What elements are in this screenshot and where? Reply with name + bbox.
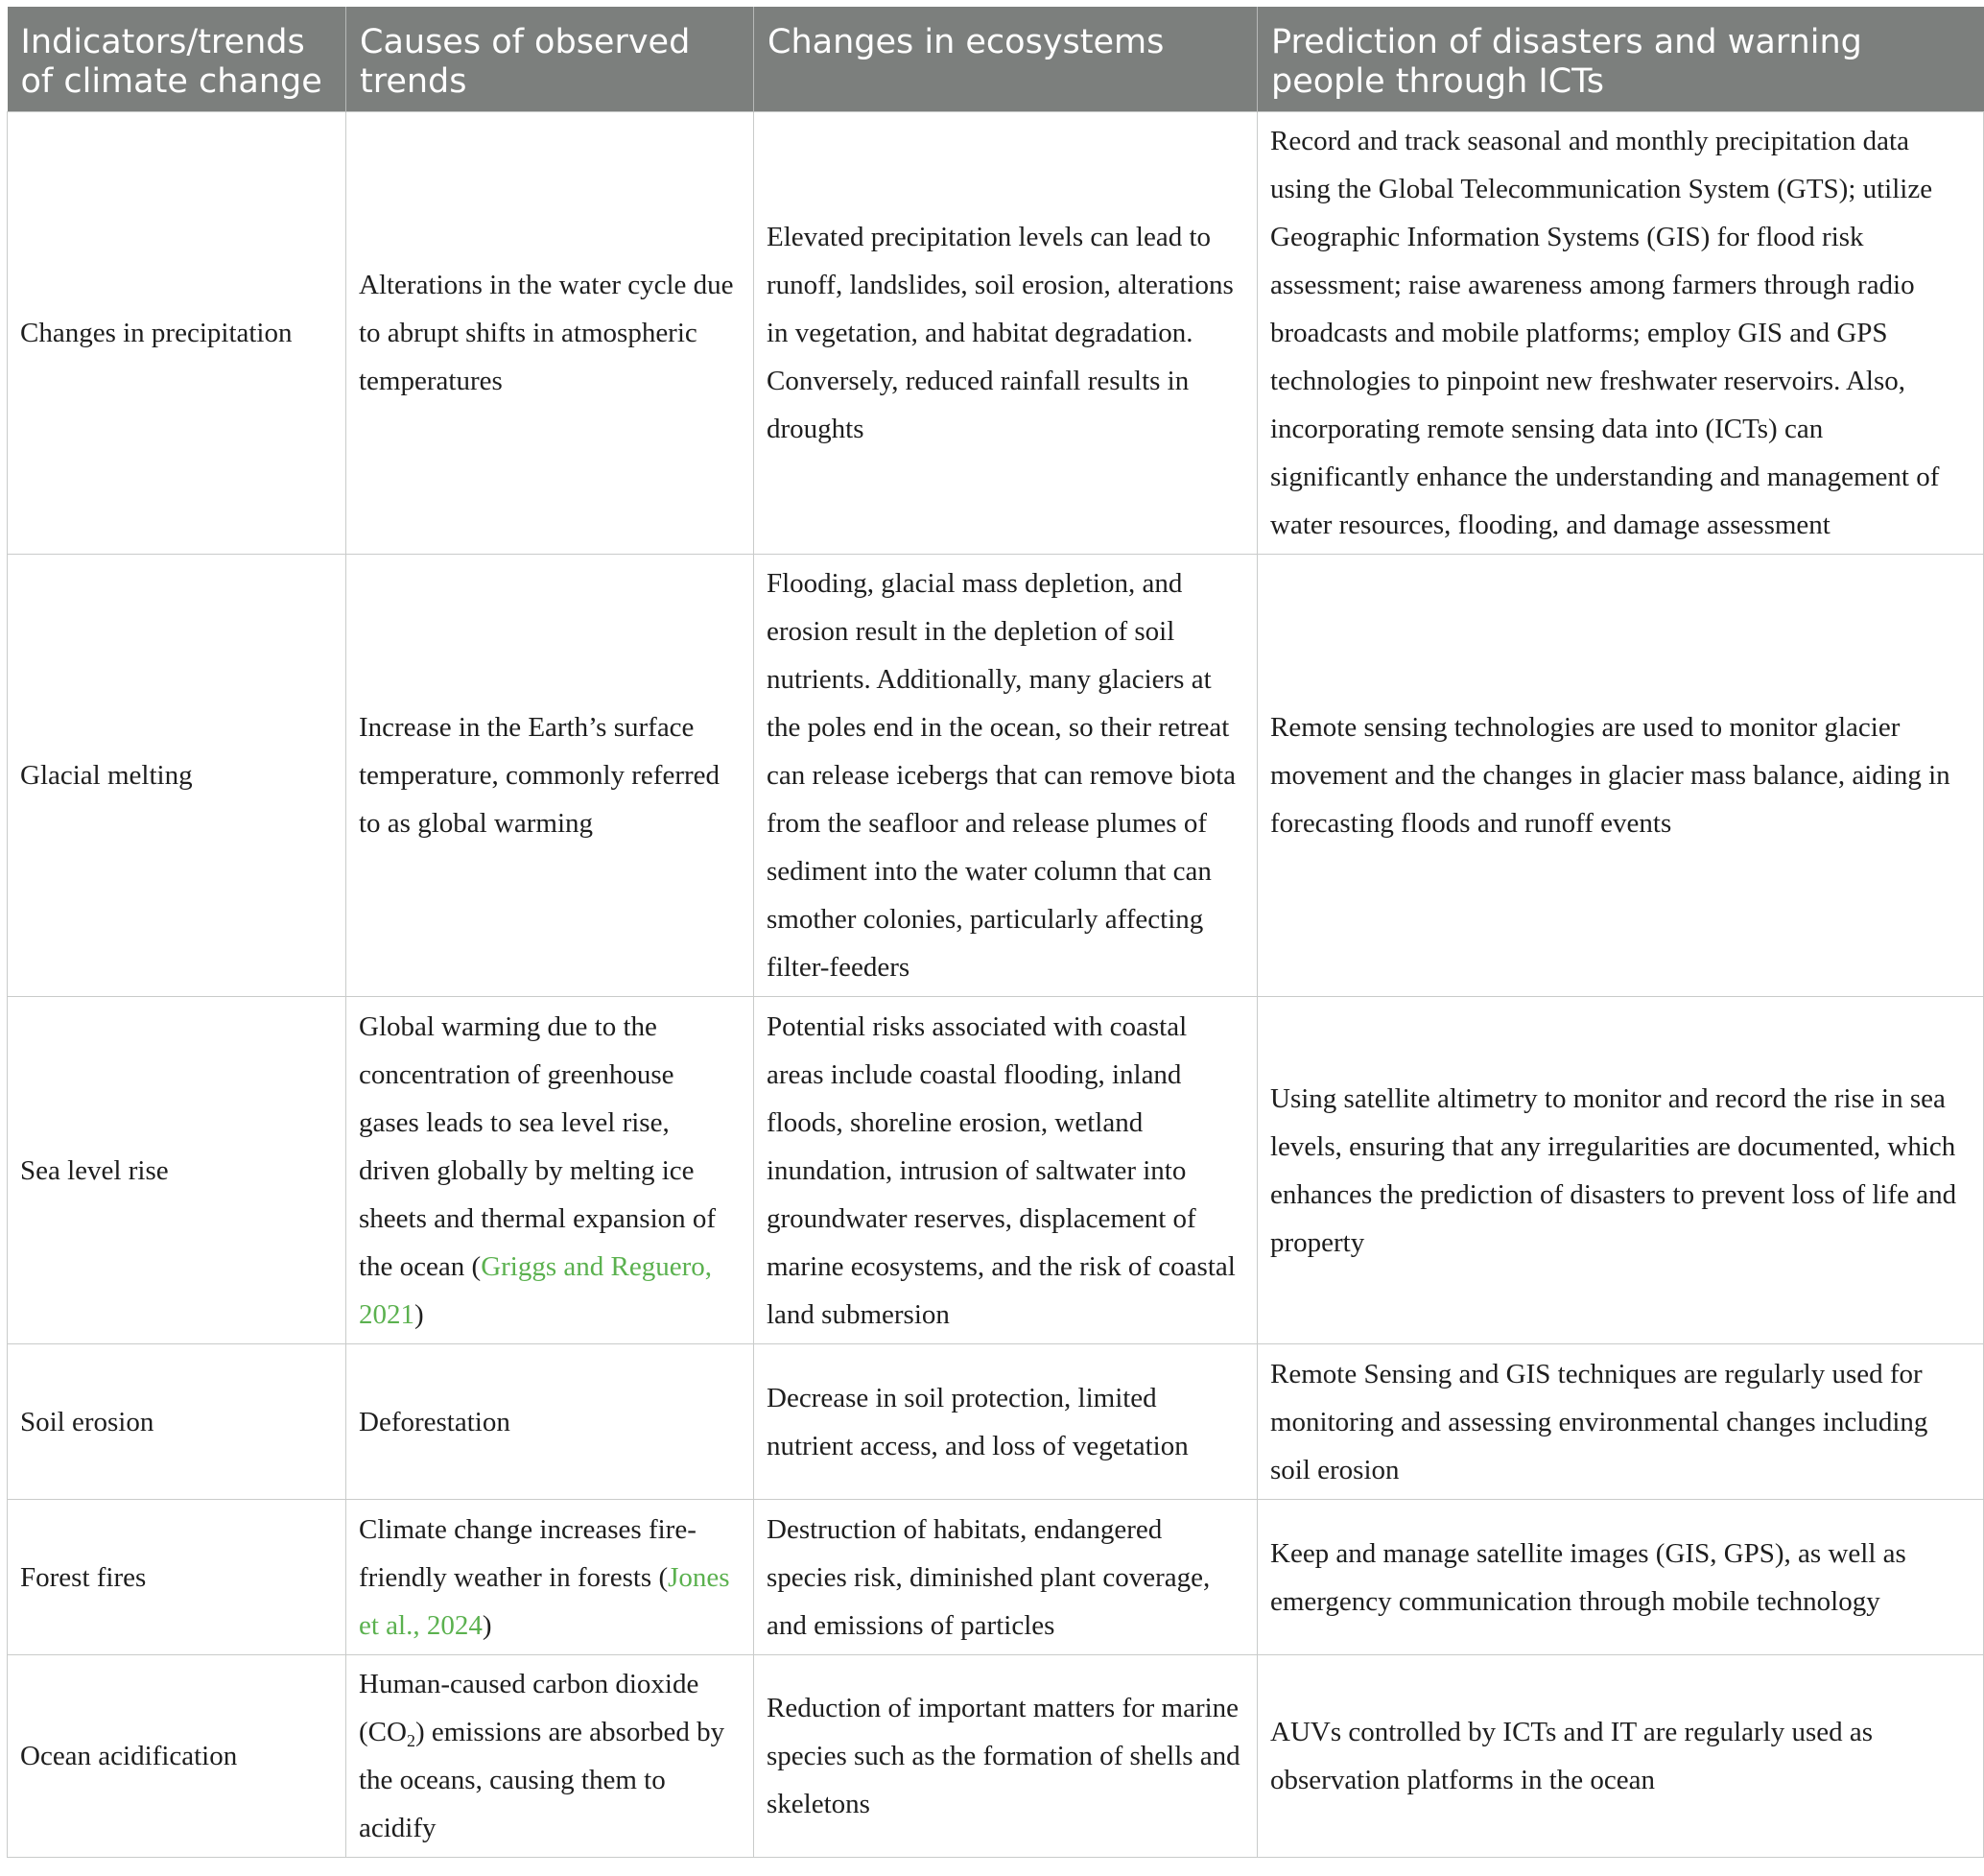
ecosystem-cell: Decrease in soil protection, limited nutrient access, and loss of vegetation [754,1344,1258,1500]
cause-text-end: ) [414,1298,424,1330]
table-row [8,997,1984,1344]
indicator-cell: Soil erosion [8,1344,346,1500]
header-causes: Causes of observed trends [346,7,754,112]
table-row [8,1344,1984,1500]
indicator-cell: Changes in precipitation [8,112,346,555]
cause-text-end: ) emissions are absorbed by the oceans, causing them to acidify [359,1717,725,1843]
table-row [8,1655,1984,1858]
prediction-cell: Remote Sensing and GIS techniques are regularly used for monitoring and assessing environmental changes including soil erosion [1258,1344,1984,1500]
citation-link[interactable]: Jones et al., 2024 [359,1561,730,1641]
indicator-cell: Glacial melting [8,555,346,997]
prediction-cell: Record and track seasonal and monthly precipitation data using the Global Telecommunication System (GTS); utilize Geographic Information Systems (GIS) for flood risk assessment; raise awareness among farmers through radio broadcasts and mobile platforms; employ GIS and GPS technologies to pinpoint new freshwater reservoirs. Also, incorporating remote sensing data into (ICTs) can significantly enhance the understanding and management of water resources, flooding, and damage assessment [1258,112,1984,555]
cause-cell [346,1500,754,1655]
prediction-cell: Remote sensing technologies are used to monitor glacier movement and the changes in glacier mass balance, aiding in forecasting floods and runoff events [1258,555,1984,997]
ecosystem-cell: Potential risks associated with coastal areas include coastal flooding, inland floods, shoreline erosion, wetland inundation, intrusion of saltwater into groundwater reserves, displacement of marine ecosystems, and the risk of coastal land submersion [754,997,1258,1344]
ecosystem-cell: Destruction of habitats, endangered species risk, diminished plant coverage, and emissions of particles [754,1500,1258,1655]
ecosystem-cell: Reduction of important matters for marine species such as the formation of shells and skeletons [754,1655,1258,1858]
header-row [8,7,1984,112]
cause-cell: Deforestation [346,1344,754,1500]
header-ecosystem-changes: Changes in ecosystems [754,7,1258,112]
cause-text: Climate change increases fire-friendly weather in forests ( [359,1513,697,1593]
header-indicators: Indicators/trends of climate change [8,7,346,112]
climate-ict-table [7,7,1984,1858]
prediction-cell: AUVs controlled by ICTs and IT are regularly used as observation platforms in the ocean [1258,1655,1984,1858]
cause-text: Human-caused carbon dioxide (CO [359,1669,699,1747]
co2-subscript: 2 [406,1731,415,1750]
table-row [8,112,1984,555]
indicator-cell: Sea level rise [8,997,346,1344]
ecosystem-cell: Elevated precipitation levels can lead to runoff, landslides, soil erosion, alterations in vegetation, and habitat degradation. Conversely, reduced rainfall results in droughts [754,112,1258,555]
table-row [8,1500,1984,1655]
ecosystem-cell: Flooding, glacial mass depletion, and erosion result in the depletion of soil nutrients. Additionally, many glaciers at the poles end in the ocean, so their retreat can release icebergs that can remove biota from the seafloor and release plumes of sediment into the water column that can smother colonies, particularly affecting filter-feeders [754,555,1258,997]
prediction-cell: Using satellite altimetry to monitor and record the rise in sea levels, ensuring that any irregularities are documented, which enhances the prediction of disasters to prevent loss of life and property [1258,997,1984,1344]
indicator-cell: Forest fires [8,1500,346,1655]
cause-text-end: ) [482,1609,492,1641]
cause-cell: Increase in the Earth’s surface temperature, commonly referred to as global warming [346,555,754,997]
header-ict-prediction: Prediction of disasters and warning people through ICTs [1258,7,1984,112]
table-header [8,7,1984,112]
prediction-cell: Keep and manage satellite images (GIS, GPS), as well as emergency communication through mobile technology [1258,1500,1984,1655]
cause-cell [346,1655,754,1858]
climate-ict-table-container [7,7,1983,1858]
cause-cell [346,997,754,1344]
cause-cell: Alterations in the water cycle due to abrupt shifts in atmospheric temperatures [346,112,754,555]
cause-text: Global warming due to the concentration of greenhouse gases leads to sea level rise, driven globally by melting ice sheets and thermal expansion of the ocean ( [359,1010,717,1282]
table-row [8,555,1984,997]
indicator-cell: Ocean acidification [8,1655,346,1858]
table-body [8,112,1984,1858]
citation-link[interactable]: Griggs and Reguero, 2021 [359,1250,713,1330]
